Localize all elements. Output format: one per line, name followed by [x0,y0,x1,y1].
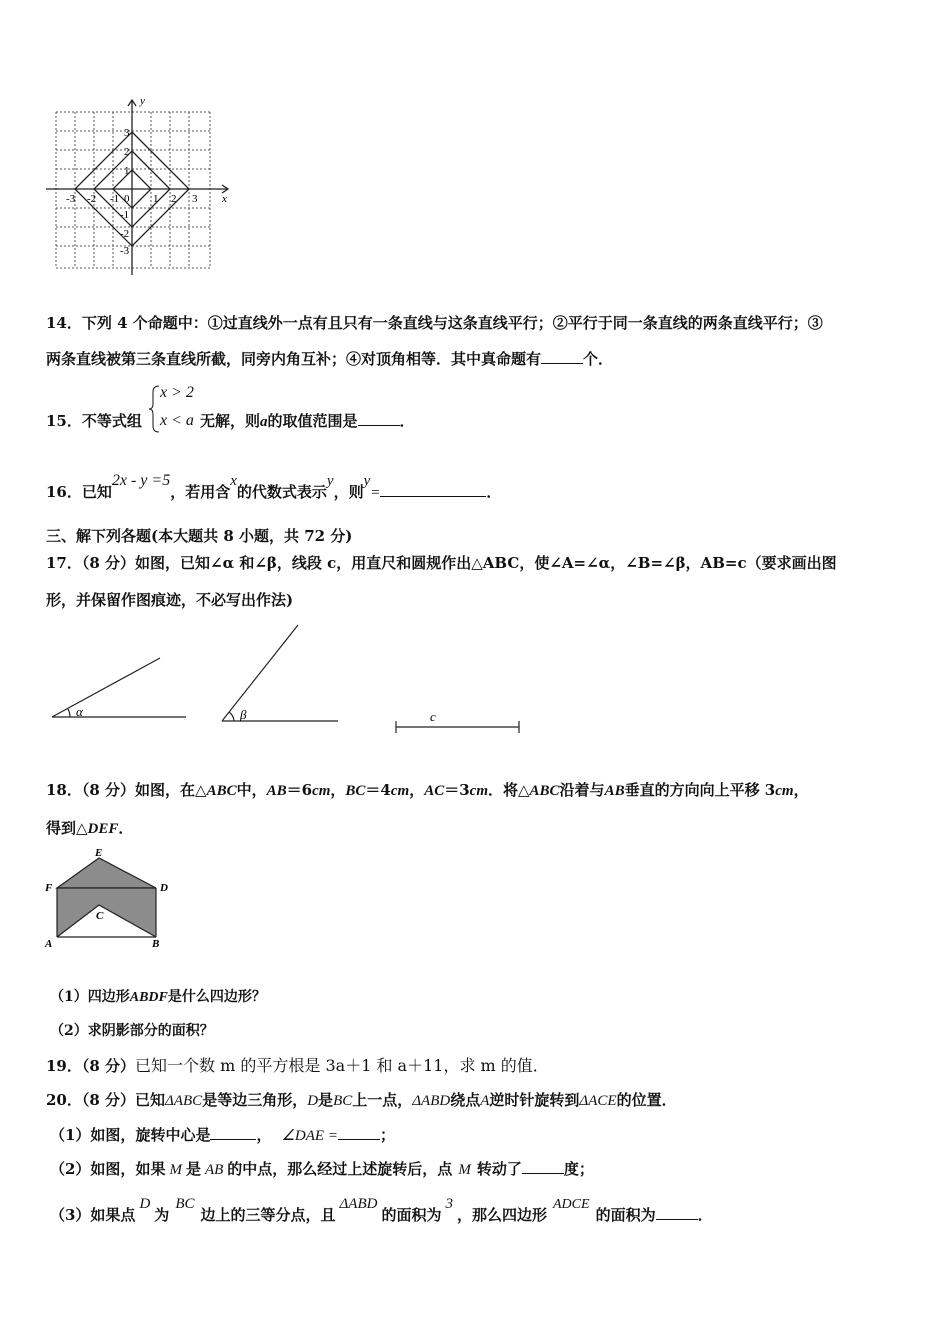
q20-sub2-text: 是 [185,1160,201,1178]
translation-figure [40,843,170,953]
question-15-rest [200,410,415,431]
q20-m: M [458,1162,471,1178]
question-16 [46,472,502,502]
q18-text: 垂直的方向向上平移 3 [624,781,776,799]
q20-sub2-text: （2）如图，如果 [50,1160,166,1178]
q20-sub1-text: （1）如图，旋转中心是 [50,1126,211,1144]
q20-text: 上一点， [352,1091,413,1109]
question-18-sub1 [50,986,266,1006]
q20-tri-ace: ΔACE [579,1093,617,1109]
q18-cm: cm [312,783,331,799]
q18-abc: ABC [206,783,237,799]
question-20-sub2 [50,1158,594,1179]
q15-suffix: 无解，则 [200,412,261,430]
q20-bc: BC [333,1093,353,1109]
answer-blank[interactable] [358,413,400,426]
y-tick: 3 [124,127,130,139]
q20-text: 逆时针旋转到 [489,1091,580,1109]
q20-text: 绕点 [450,1091,481,1109]
q20-tri-abd: ΔABD [412,1093,451,1109]
q20-a: A [480,1093,490,1109]
q15-end: ． [399,412,415,430]
q20-m: M [169,1162,182,1178]
q18-text: 中， [236,781,267,799]
q20-sub2-text: 转动了 [476,1160,522,1178]
answer-blank[interactable] [210,1127,256,1140]
q16-mid: ，若用含 [170,483,231,501]
q16-y2: y [363,473,371,489]
alpha-ray-2 [52,658,160,717]
q20-text: 是等边三角形， [202,1091,308,1109]
label-C: C [96,910,104,922]
q18-cm: cm [390,783,410,799]
triangle-def [57,858,156,888]
grid-diamond-figure [40,92,240,277]
q14-end: 个． [583,350,614,368]
angles-and-segment-figure [46,620,546,740]
q20-text: 是 [318,1091,334,1109]
q16-equation: 2x - y =5 [111,472,171,489]
q18-eq3: ＝3 [444,781,470,799]
q16-mid3: ，则 [333,483,364,501]
q15-var: a [260,414,268,430]
question-20-sub3 [50,1196,713,1225]
q20-adce: ADCE [553,1197,590,1212]
q20-sub3-text: 的面积为 [595,1206,656,1224]
y-axis-label: y [140,95,145,107]
q14-text: 两条直线被第三条直线所截，同旁内角互补；④对顶角相等．其中真命题有 [46,350,542,368]
x-tick: -1 [110,193,120,205]
answer-blank[interactable] [522,1161,564,1174]
question-20-sub1 [50,1124,395,1145]
q18-eq1: ＝6 [286,781,313,799]
q18-ab: AB [266,783,287,799]
q20-bc: BC [175,1196,195,1212]
x-tick: 1 [153,193,159,205]
answer-blank[interactable] [656,1207,698,1220]
q20-tri-abc: ΔABC [165,1093,203,1109]
q18-def: DEF [87,821,119,837]
q20-ab: AB [204,1162,224,1178]
question-14-line2 [46,348,613,369]
q20-sub3-text: ，那么四边形 [456,1206,547,1224]
y-tick: -2 [120,228,130,240]
q20-text: 20．（8 分）已知 [46,1091,166,1109]
label-B: B [152,938,160,950]
inequality-1: x > 2 [160,384,194,401]
q18-cm: cm [775,783,794,799]
q20-sub3-text: 边上的三等分点，且 [200,1206,336,1224]
question-14-line1: 14．下列 4 个命题中：①过直线外一点有且只有一条直线与这条直线平行；②平行于同一条直线的两条直线平行；③ [46,314,823,332]
q19-text: 已知一个数 m 的平方根是 3a＋1 和 a＋11，求 m 的值． [135,1056,549,1075]
y-tick: 1 [124,165,130,177]
answer-blank[interactable] [338,1127,380,1140]
label-E: E [95,847,103,859]
q16-mid2: 的代数式表示 [236,483,327,501]
q18-bc: BC [345,783,366,799]
question-19 [46,1053,549,1076]
q20-text: 的位置． [616,1091,677,1109]
y-tick: -3 [120,245,130,257]
x-tick: 2 [171,193,177,205]
q18-sub1-text: 是什么四边形？ [167,989,266,1005]
q20-tri-abd: ΔABD [339,1196,378,1212]
q18-sub1-text: （1）四边形 [50,989,130,1005]
question-17-line1: 17．（8 分）如图，已知∠α 和∠β，线段 c，用直尺和圆规作出△ABC，使∠A=∠α，∠B=∠β，AB=c（要求画出图 [46,554,837,572]
q18-ac: AC [424,783,445,799]
q16-prefix: 16．已知 [46,483,112,501]
answer-blank[interactable] [541,351,583,364]
q20-sub3-text: （3）如果点 [50,1206,136,1224]
q20-sub3-text: 的面积为 [381,1206,442,1224]
beta-ray-2 [222,625,298,721]
q16-end: ． [486,483,502,501]
q20-sub3-text: ． [697,1206,713,1224]
q16-y: y [326,473,334,489]
alpha-label: α [76,704,83,719]
question-15-prefix: 15．不等式组 [46,412,142,430]
answer-blank[interactable] [380,484,486,497]
q18-eq2: ＝4 [365,781,391,799]
q20-d: D [307,1093,319,1109]
q18-abc: ABC [529,783,560,799]
question-17-line2: 形，并保留作图痕迹，不必写出作法) [46,591,294,609]
y-tick: -1 [120,209,130,221]
q20-sub2-text: 的中点，那么经过上述旋转后，点 [227,1160,453,1178]
label-D: D [160,882,168,894]
shaded-region [57,888,156,937]
question-18-line2 [46,817,133,838]
q20-sub2-text: 度； [563,1160,594,1178]
q18-text: 得到△ [46,819,88,837]
beta-label: β [240,707,247,722]
y-tick: 2 [124,146,130,158]
label-F: F [45,882,53,894]
q20-sub1-text: ； [379,1126,395,1144]
alpha-arc [68,709,70,717]
q20-d: D [139,1196,151,1212]
q18-text: 沿着与 [559,781,605,799]
q16-eqsign: = [370,485,381,501]
x-tick: -2 [87,193,97,205]
q18-text: 18．（8 分）如图，在△ [46,781,207,799]
q20-three: 3 [445,1196,453,1212]
q16-x: x [230,473,237,489]
q18-abdf: ABDF [129,990,168,1005]
beta-arc [229,712,234,721]
question-18-sub2: （2）求阴影部分的面积？ [50,1023,214,1039]
inequality-2: x < a [160,412,194,429]
q20-angle-dae: ∠DAE = [281,1128,338,1144]
x-tick: 3 [192,193,198,205]
q18-text: ． [118,819,134,837]
section-3-title: 三、解下列各题(本大题共 8 小题，共 72 分) [46,527,353,545]
q18-text: ．将△ [487,781,530,799]
q20-sub3-text: 为 [154,1206,170,1224]
q19-prefix: 19．（8 分） [46,1057,136,1075]
question-18-line1: 18．（8 分）如图，在△ABC中，AB＝6cm，BC＝4cm，AC＝3cm．将△ABC沿着与AB垂直的方向向上平移 3cm， [46,781,809,799]
q18-cm: cm [469,783,488,799]
q15-suffix2: 的取值范围是 [267,412,358,430]
q18-ab: AB [604,783,625,799]
question-20-line1 [46,1089,677,1110]
x-axis-label: x [222,193,227,205]
c-label: c [430,709,436,724]
x-tick: 0 [124,193,130,205]
label-A: A [45,938,53,950]
q20-sub1-text: ， [256,1126,272,1144]
x-tick: -3 [66,193,76,205]
